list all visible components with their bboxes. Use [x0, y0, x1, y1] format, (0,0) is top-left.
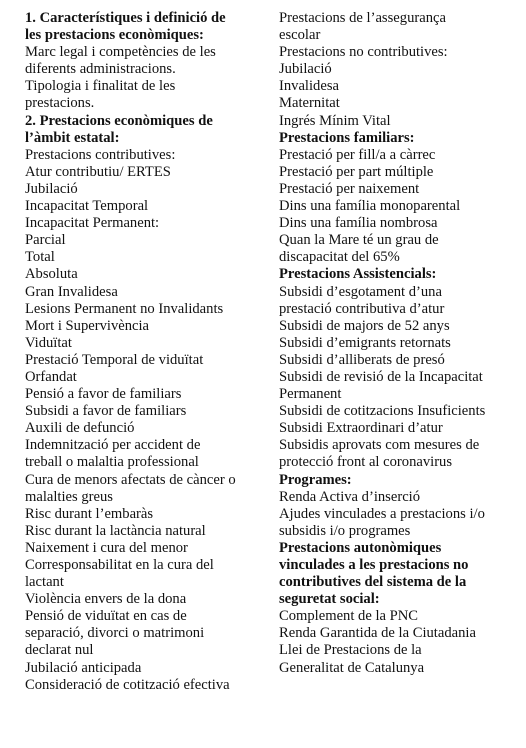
text-line: Pensió de viduïtat en cas de: [25, 608, 187, 625]
text-line: diferents administracions.: [25, 61, 176, 78]
text-line: Subsidi d’esgotament d’una: [279, 283, 442, 300]
text-line: Subsidis aprovats com mesures de: [279, 437, 480, 454]
text-line: Subsidi de cotitzacions Insuficients: [279, 403, 486, 420]
text-line: Generalitat de Catalunya: [279, 659, 425, 676]
text-line: Quan la Mare té un grau de: [279, 232, 439, 249]
text-line: Parcial: [25, 232, 66, 249]
section-heading-line: contributives del sistema de la: [279, 574, 467, 591]
text-line: Total: [25, 249, 55, 266]
text-line: Prestacions no contributives:: [279, 44, 448, 61]
left-column: [25, 10, 267, 694]
text-line: Absoluta: [25, 266, 78, 283]
text-line: declarat nul: [25, 642, 94, 659]
text-line: Subsidi de revisió de la Incapacitat: [279, 368, 483, 385]
text-line: Marc legal i competències de les: [25, 44, 216, 61]
text-line: Jubilació: [25, 180, 78, 197]
text-line: prestació contributiva d’atur: [279, 300, 445, 317]
text-line: Complement de la PNC: [279, 608, 419, 625]
text-line: Auxili de defunció: [25, 420, 135, 437]
text-line: Violència envers de la dona: [25, 591, 187, 608]
text-line: Tipologia i finalitat de les: [25, 78, 176, 95]
text-line: Subsidi a favor de familiars: [25, 403, 187, 420]
section-heading-line: 1. Característiques i definició de: [25, 10, 226, 26]
right-column: [279, 10, 511, 677]
text-line: subsidis i/o programes: [279, 522, 411, 539]
section-heading-line: l’àmbit estatal:: [25, 129, 120, 146]
text-line: Lesions Permanent no Invalidants: [25, 300, 224, 317]
text-line: Invalidesa: [279, 78, 339, 95]
text-line: prestacions.: [25, 95, 95, 112]
text-line: Corresponsabilitat en la cura del: [25, 557, 214, 573]
text-line: separació, divorci o matrimoni: [25, 625, 205, 642]
text-line: Dins una família monoparental: [279, 198, 461, 215]
section-heading-line: Programes:: [279, 471, 352, 488]
text-line: Ajudes vinculades a prestacions i/o: [279, 505, 485, 522]
text-line: Ingrés Mínim Vital: [279, 112, 391, 129]
text-line: Orfandat: [25, 368, 77, 385]
text-line: Risc durant l’embaràs: [25, 505, 154, 522]
text-line: Jubilació: [279, 61, 332, 78]
text-line: Renda Garantida de la Ciutadania: [279, 625, 476, 642]
text-line: Subsidi Extraordinari d’atur: [279, 420, 443, 437]
text-line: Subsidi d’emigrants retornats: [279, 334, 451, 351]
text-line: Cura de menors afectats de càncer o: [25, 471, 236, 488]
text-line: Prestació per naixement: [279, 180, 420, 197]
text-line: Permanent: [279, 386, 342, 403]
text-line: Subsidi d’alliberats de presó: [279, 351, 445, 368]
text-line: Pensió a favor de familiars: [25, 386, 182, 403]
text-line: Jubilació anticipada: [25, 659, 142, 676]
text-line: Gran Invalidesa: [25, 283, 118, 300]
text-line: Prestació Temporal de viduïtat: [25, 351, 204, 368]
text-line: Incapacitat Permanent:: [25, 215, 160, 232]
text-line: Llei de Prestacions de la: [279, 642, 422, 659]
text-line: treball o malaltia professional: [25, 454, 199, 471]
section-heading-line: Prestacions familiars:: [279, 129, 415, 146]
text-line: Prestacions de l’assegurança: [279, 10, 446, 26]
text-line: protecció front al coronavirus: [279, 454, 453, 471]
text-line: Naixement i cura del menor: [25, 539, 188, 556]
text-line: escolar: [279, 27, 321, 44]
text-line: Prestacions contributives:: [25, 146, 176, 163]
text-line: Viduïtat: [25, 334, 72, 351]
text-line: Renda Activa d’inserció: [279, 488, 421, 505]
text-line: Incapacitat Temporal: [25, 198, 149, 215]
section-heading-line: vinculades a les prestacions no: [279, 557, 469, 573]
text-line: Consideració de cotització efectiva: [25, 676, 230, 693]
text-line: Prestació per part múltiple: [279, 163, 434, 180]
section-heading-line: les prestacions econòmiques:: [25, 27, 204, 44]
text-line: Atur contributiu/ ERTES: [25, 163, 171, 180]
text-line: Risc durant la lactància natural: [25, 522, 206, 539]
text-line: lactant: [25, 574, 64, 591]
text-line: Subsidi de majors de 52 anys: [279, 317, 450, 334]
text-line: malalties greus: [25, 488, 113, 505]
text-line: Dins una família nombrosa: [279, 215, 438, 232]
text-line: Maternitat: [279, 95, 340, 112]
section-heading-line: seguretat social:: [279, 591, 380, 608]
text-line: Mort i Supervivència: [25, 317, 150, 334]
section-heading-line: Prestacions Assistencials:: [279, 266, 437, 283]
text-line: discapacitat del 65%: [279, 249, 400, 266]
section-heading-line: 2. Prestacions econòmiques de: [25, 112, 213, 129]
text-line: Prestació per fill/a a càrrec: [279, 146, 436, 163]
text-line: Indemnització per accident de: [25, 437, 201, 454]
section-heading-line: Prestacions autonòmiques: [279, 539, 442, 556]
